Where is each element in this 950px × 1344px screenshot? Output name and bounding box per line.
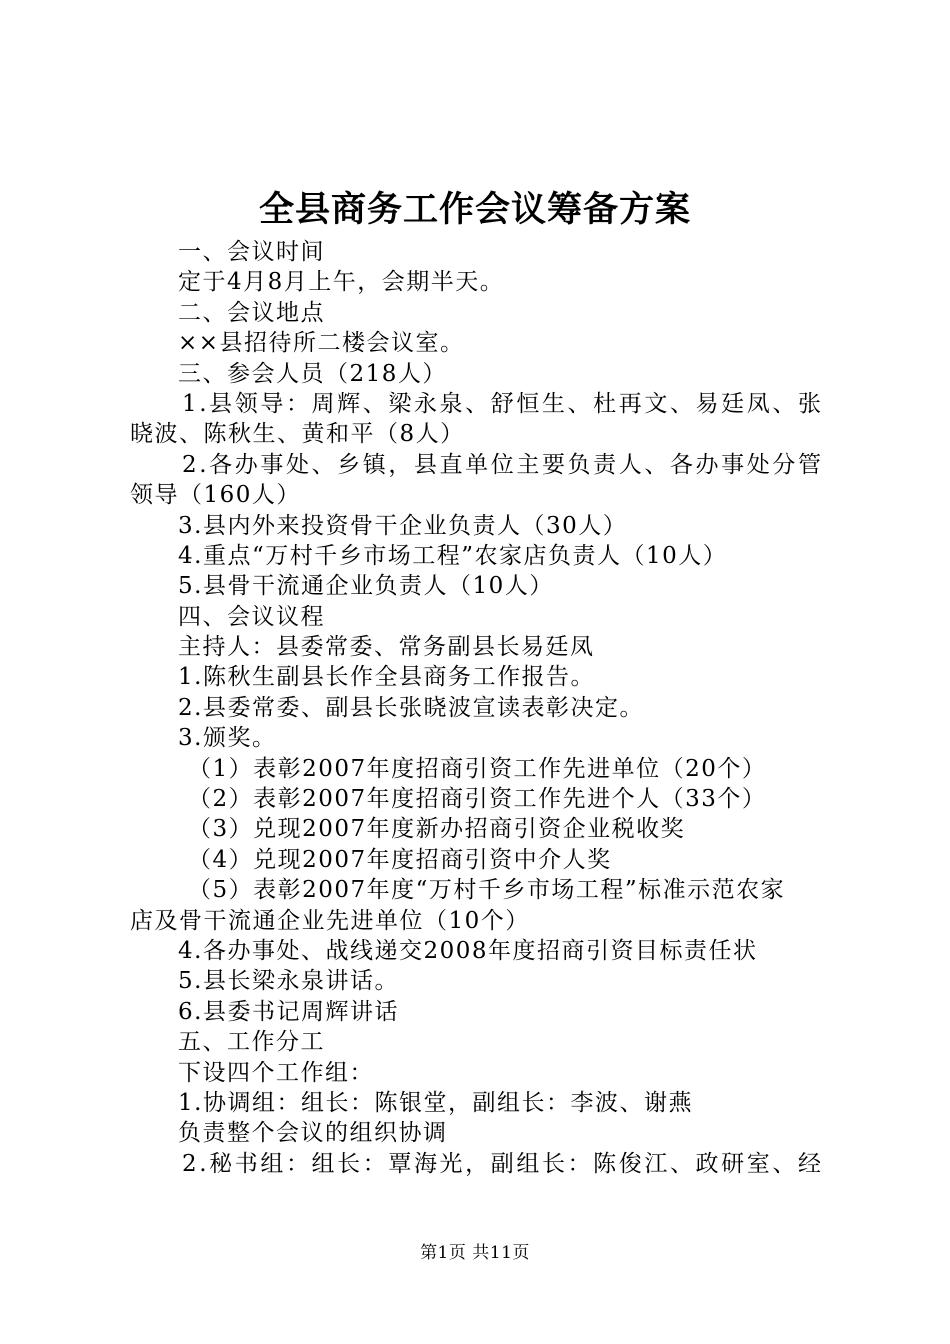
paragraph-line: 晓波、陈秋生、黄和平（8人） bbox=[130, 421, 465, 448]
section-heading-location: 二、会议地点 bbox=[178, 299, 325, 326]
paragraph-line: 5.县骨干流通企业负责人（10人） bbox=[178, 573, 554, 600]
paragraph-line: 4.各办事处、战线递交2008年度招商引资目标责任状 bbox=[178, 937, 758, 964]
paragraph-line: 4.重点“万村千乡市场工程”农家店负责人（10人） bbox=[178, 542, 728, 569]
paragraph-line: （3）兑现2007年度新办招商引资企业税收奖 bbox=[188, 816, 686, 843]
paragraph-line: 定于4月8月上午，会期半天。 bbox=[178, 269, 505, 296]
page-number: 第1页 共11页 bbox=[420, 1243, 530, 1263]
paragraph-line: 2.县委常委、副县长张晓波宣读表彰决定。 bbox=[178, 694, 644, 721]
section-heading-time: 一、会议时间 bbox=[178, 239, 325, 265]
paragraph-line: （1）表彰2007年度招商引资工作先进单位（20个） bbox=[188, 755, 767, 782]
paragraph-line: 6.县委书记周辉讲话 bbox=[178, 998, 399, 1025]
paragraph-line: （2）表彰2007年度招商引资工作先进个人（33个） bbox=[188, 786, 767, 813]
paragraph-line: 2.秘书组：组长：覃海光，副组长：陈俊江、政研室、经 bbox=[182, 1150, 824, 1177]
document-body bbox=[130, 237, 835, 1179]
paragraph-line: 1.协调组：组长：陈银堂，副组长：李波、谢燕 bbox=[178, 1089, 693, 1116]
section-heading-agenda: 四、会议议程 bbox=[178, 603, 325, 630]
paragraph-line: 1.县领导：周辉、梁永泉、舒恒生、杜再文、易廷凤、张 bbox=[182, 390, 824, 417]
paragraph-line: 店及骨干流通企业先进单位（10个） bbox=[130, 907, 530, 934]
paragraph-line: 3.县内外来投资骨干企业负责人（30人） bbox=[178, 512, 628, 539]
paragraph-line: ××县招待所二楼会议室。 bbox=[178, 330, 465, 357]
paragraph-line: 领导（160人） bbox=[130, 482, 301, 509]
document-title: 全县商务工作会议筹备方案 bbox=[258, 189, 691, 230]
paragraph-line: 下设四个工作组： bbox=[178, 1059, 374, 1086]
section-heading-attendees: 三、参会人员（218人） bbox=[178, 360, 447, 387]
paragraph-line: 3.颁奖。 bbox=[178, 725, 277, 752]
paragraph-line: 2.各办事处、乡镇，县直单位主要负责人、各办事处分管 bbox=[182, 451, 824, 478]
paragraph-line: 主持人：县委常委、常务副县长易廷凤 bbox=[178, 634, 595, 661]
paragraph-line: 5.县长梁永泉讲话。 bbox=[178, 968, 399, 995]
paragraph-line: 负责整个会议的组织协调 bbox=[178, 1120, 448, 1147]
paragraph-line: 1.陈秋生副县长作全县商务工作报告。 bbox=[178, 664, 595, 691]
paragraph-line: （5）表彰2007年度“万村千乡市场工程”标准示范农家 bbox=[188, 877, 786, 904]
paragraph-line: （4）兑现2007年度招商引资中介人奖 bbox=[188, 846, 612, 873]
section-heading-division: 五、工作分工 bbox=[178, 1029, 325, 1056]
